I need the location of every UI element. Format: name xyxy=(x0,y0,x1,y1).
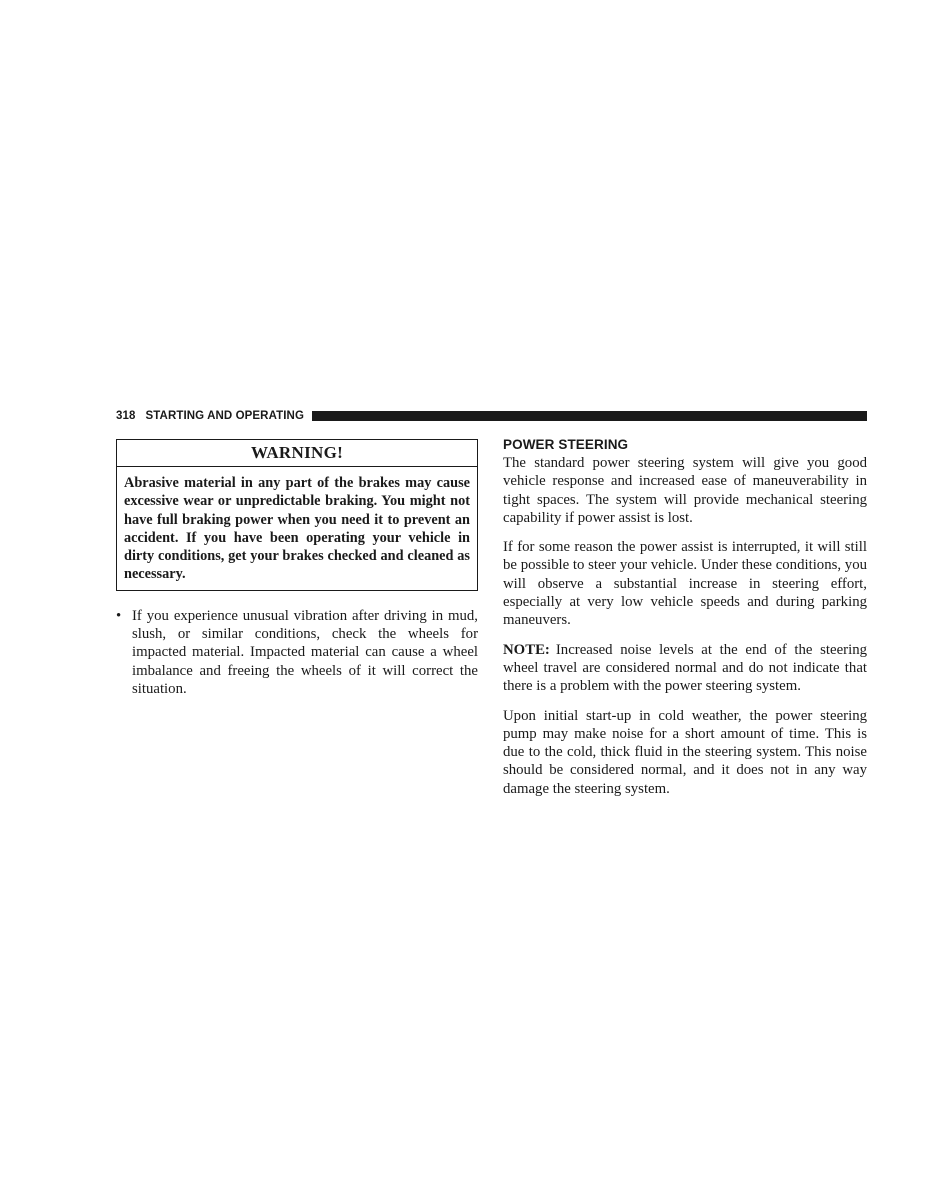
page-number: 318 xyxy=(116,410,136,422)
header-rule xyxy=(312,411,867,421)
paragraph-assist-interrupted: If for some reason the power assist is interrupted, it will still be possible to steer your vehicle. Under these conditions, you will observe a substantial increase in steering effort, especially at very low vehicle speeds and during parking maneuvers. xyxy=(503,539,867,629)
warning-body: Abrasive material in any part of the brakes may cause excessive wear or unpredictable braking. You might not have full braking power when you need it to prevent an accident. If you have been operating your vehicle in dirty conditions, get your brakes checked and cleaned as necessary. xyxy=(124,475,470,583)
warning-box xyxy=(116,439,478,591)
bullet-text: If you experience unusual vibration after driving in mud, slush, or similar conditions, check the wheels for impacted material. Impacted material can cause a wheel imbalance and freeing the wheels of it will correct the situation. xyxy=(132,607,478,697)
list-item xyxy=(116,607,478,698)
note-label: NOTE: xyxy=(503,641,550,658)
paragraph-cold-weather: Upon initial start-up in cold weather, the power steering pump may make noise for a short amount of time. This is due to the cold, thick fluid in the steering system. This noise should be considered normal, and it does not in any way damage the steering system. xyxy=(503,707,867,797)
warning-title: WARNING! xyxy=(117,440,477,467)
note-paragraph xyxy=(503,641,867,696)
paragraph-standard-system: The standard power steering system will give you good vehicle response and increased ease of maneuverability in tight spaces. The system will provide mechanical steering capability if power assist is lost. xyxy=(503,455,867,526)
bullet-icon: • xyxy=(116,607,122,624)
left-column xyxy=(116,439,478,698)
section-title: STARTING AND OPERATING xyxy=(145,410,305,422)
right-column xyxy=(503,436,867,809)
note-text: Increased noise levels at the end of the steering wheel travel are considered normal and do not indicate that there is a problem with the power steering system. xyxy=(503,641,867,695)
page-header xyxy=(116,409,867,423)
section-heading: POWER STEERING xyxy=(503,437,629,452)
header-label xyxy=(116,409,304,423)
